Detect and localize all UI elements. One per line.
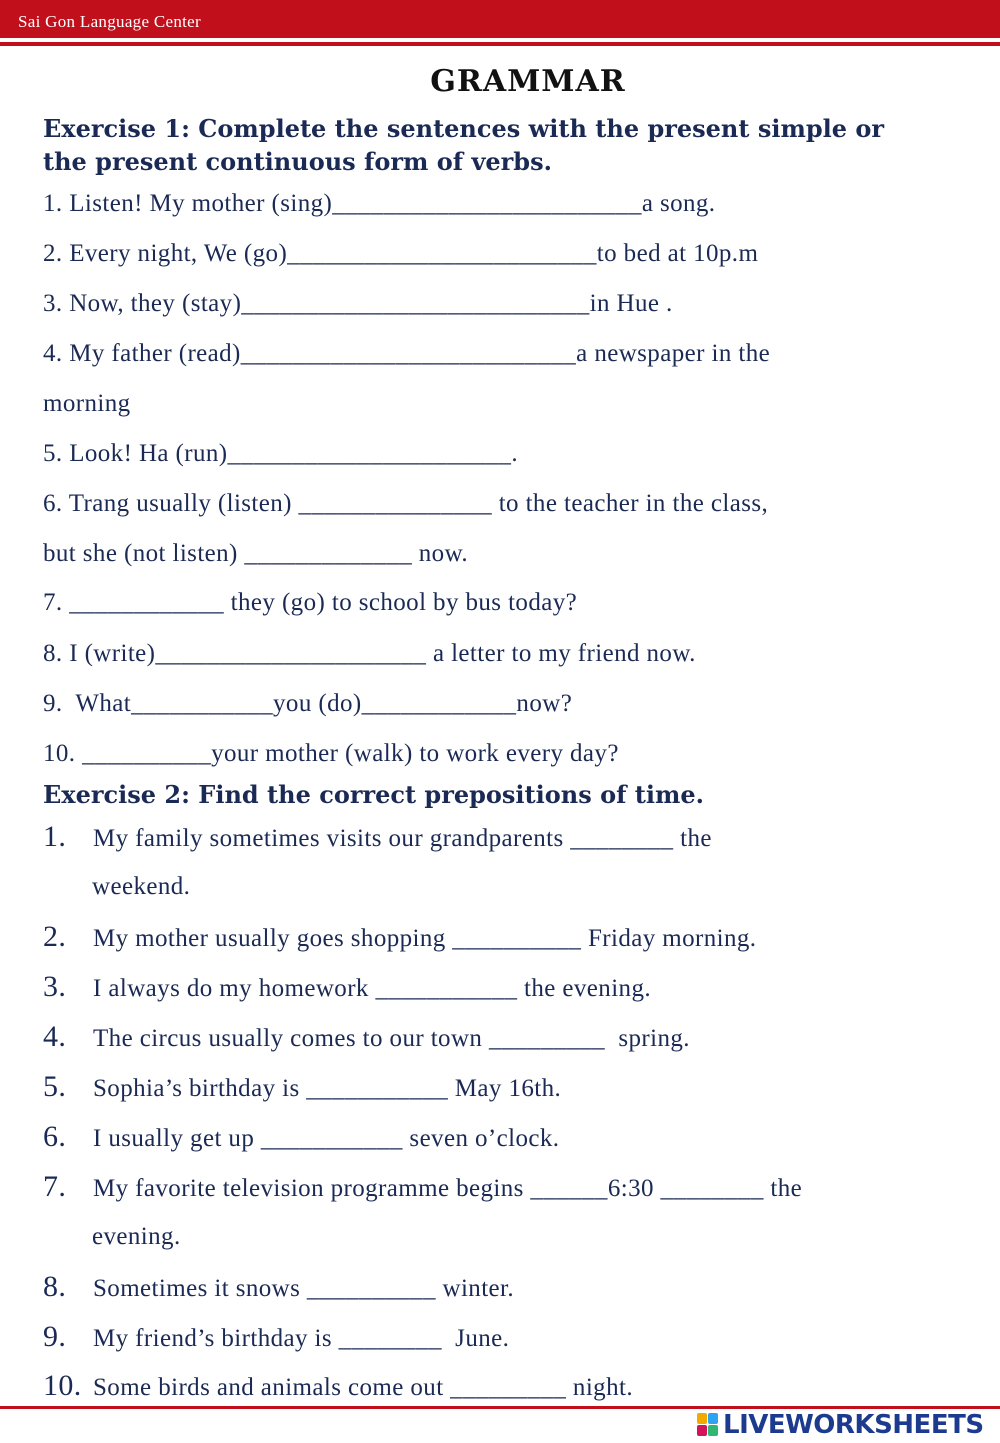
ex1-item-4-cont: morning [43,390,131,417]
ex1-item-8[interactable]: 8. I (write)_____________________ a letter to my friend now. [43,640,696,667]
ex1-item-2[interactable]: 2. Every night, We (go)________________________to bed at 10p.m [43,240,759,267]
header-divider [0,42,1000,46]
ex2-item-3[interactable] [43,970,651,1004]
ex2-item-5[interactable] [43,1070,561,1104]
item-number: 2. [43,920,67,953]
ex1-item-4[interactable]: 4. My father (read)__________________________a newspaper in the [43,340,771,367]
ex2-item-7-cont: evening. [92,1223,181,1250]
item-number: 3. [43,970,67,1003]
footer-divider [0,1406,1000,1409]
liveworksheets-logo-text: LIVEWORKSHEETS [723,1410,984,1440]
ex2-item-6[interactable] [43,1120,559,1154]
ex2-item-4[interactable] [43,1020,690,1054]
exercise-1-heading [43,112,973,178]
center-name: Sai Gon Language Center [18,12,201,31]
ex2-item-2[interactable] [43,920,756,954]
ex1-item-9[interactable]: 9. What___________you (do)____________now? [43,690,573,717]
ex1-item-6-cont[interactable]: but she (not listen) _____________ now. [43,540,469,567]
item-number: 1. [43,820,67,853]
item-text: Sophia’s birthday is ___________ May 16th. [93,1075,562,1102]
item-text: Some birds and animals come out _________ night. [93,1374,633,1401]
ex1-item-5[interactable]: 5. Look! Ha (run)______________________. [43,440,518,467]
ex1-item-6[interactable]: 6. Trang usually (listen) _______________ to the teacher in the class, [43,490,769,517]
item-number: 6. [43,1120,67,1153]
item-number: 10. [43,1369,82,1402]
liveworksheets-logo[interactable] [697,1410,984,1440]
item-text: The circus usually comes to our town _________ spring. [93,1025,690,1052]
liveworksheets-logo-icon [697,1413,719,1437]
ex1-item-1[interactable]: 1. Listen! My mother (sing)________________________a song. [43,190,716,217]
ex2-item-1[interactable] [43,820,712,854]
item-text: My friend’s birthday is ________ June. [93,1325,510,1352]
item-number: 8. [43,1270,67,1303]
ex1-item-7[interactable]: 7. ____________ they (go) to school by bus today? [43,589,578,616]
item-text: My favorite television programme begins ______6:30 ________ the [93,1175,803,1202]
item-number: 9. [43,1320,67,1353]
item-text: I usually get up ___________ seven o’clock. [93,1125,560,1152]
exercise-1-heading-line2: the present continuous form of verbs. [43,147,552,176]
ex2-item-9[interactable] [43,1320,509,1354]
header-bar [0,0,1000,38]
item-number: 5. [43,1070,67,1103]
ex2-item-1-cont: weekend. [92,873,191,900]
item-text: My mother usually goes shopping __________ Friday morning. [93,925,757,952]
item-number: 7. [43,1170,67,1203]
item-text: My family sometimes visits our grandparents ________ the [93,825,712,852]
item-number: 4. [43,1020,67,1053]
ex2-item-10[interactable] [43,1369,633,1403]
item-text: I always do my homework ___________ the evening. [93,975,651,1002]
ex2-item-7[interactable] [43,1170,802,1204]
item-text: Sometimes it snows __________ winter. [93,1275,515,1302]
ex1-item-10[interactable]: 10. __________your mother (walk) to work every day? [43,740,619,767]
exercise-2-heading: Exercise 2: Find the correct prepositions of time. [43,780,704,809]
ex2-item-8[interactable] [43,1270,514,1304]
ex1-item-3[interactable]: 3. Now, they (stay)___________________________in Hue . [43,290,673,317]
page-title: GRAMMAR [430,64,626,99]
exercise-1-heading-line1: Exercise 1: Complete the sentences with the present simple or [43,114,885,143]
